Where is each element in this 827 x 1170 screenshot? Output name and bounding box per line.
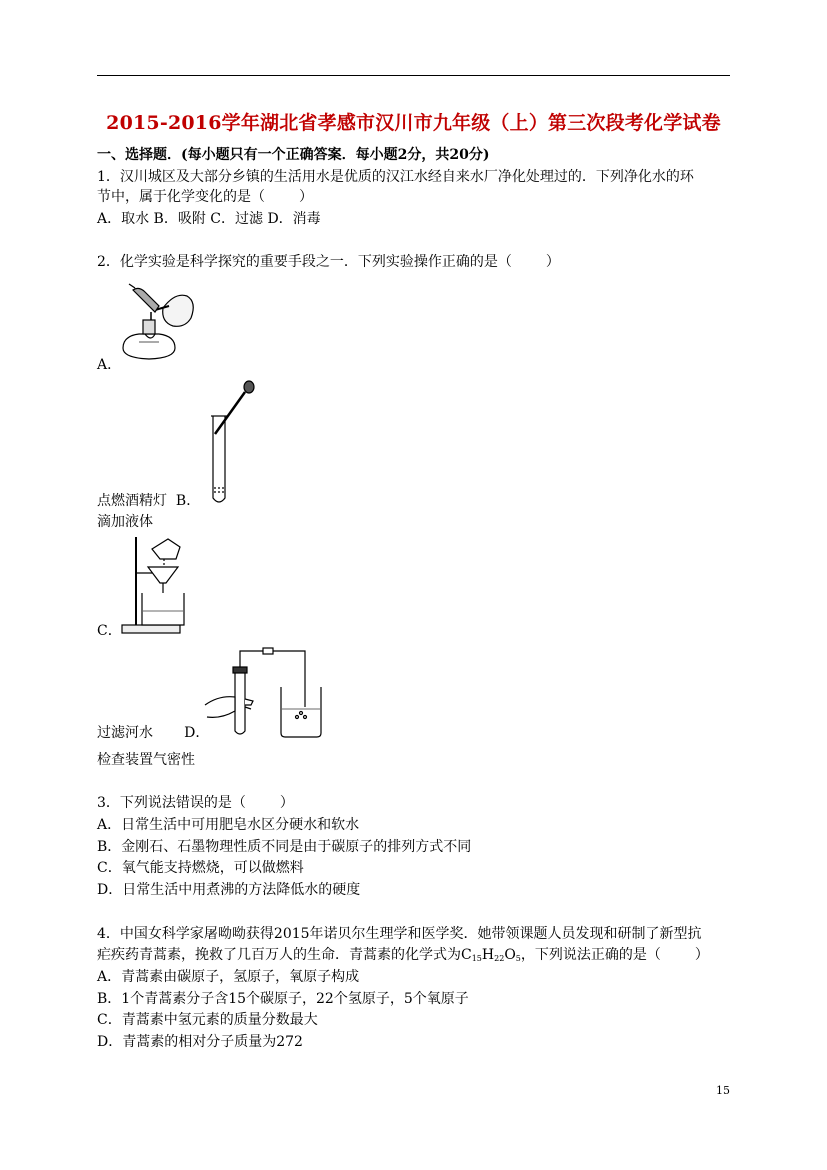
q4-option-d: D．青蒿素的相对分子质量为272: [97, 1034, 303, 1050]
q4-stem-line2: 疟疾药青蒿素，挽救了几百万人的生命．青蒿素的化学式为$C_{15}H_{22}O_5$，下列说法正确的是（ ）: [97, 947, 709, 963]
q1-options: A．取水 B．吸附 C．过滤 D．消毒: [97, 211, 321, 227]
header-rule: [97, 75, 730, 76]
q2-option-b-caption: 滴加液体: [97, 514, 153, 530]
dropper-test-tube-illustration: [205, 380, 265, 510]
page-title: 2015-2016学年湖北省孝感市汉川市九年级（上）第三次段考化学试卷: [106, 112, 721, 134]
q1-stem-line1: 1．汉川城区及大部分乡镇的生活用水是优质的汉江水经自来水厂净化处理过的．下列净化水的环: [97, 169, 694, 185]
q2-option-a-label: A．: [97, 357, 122, 373]
q4-option-a: A．青蒿素由碳原子，氢原子，氧原子构成: [97, 969, 360, 985]
q4-stem-line1: 4．中国女科学家屠呦呦获得2015年诺贝尔生理学和医学奖．她带领课题人员发现和研制了新型抗: [97, 926, 702, 942]
q2-stem: 2．化学实验是科学探究的重要手段之一．下列实验操作正确的是（ ）: [97, 254, 560, 270]
q4-option-c: C．青蒿素中氢元素的质量分数最大: [97, 1012, 318, 1028]
q4-formula: $C_{15}H_{22}O_5$: [461, 947, 521, 963]
q3-option-c: C．氧气能支持燃烧，可以做燃料: [97, 860, 304, 876]
q2-option-a-caption: 点燃酒精灯 B．: [97, 493, 201, 509]
q4-option-b: B．1个青蒿素分子含15个碳原子，22个氢原子，5个氧原子: [97, 991, 469, 1007]
q3-stem: 3．下列说法错误的是（ ）: [97, 795, 294, 811]
page-number: 15: [716, 1084, 730, 1097]
q3-option-a: A．日常生活中可用肥皂水区分硬水和软水: [97, 817, 360, 833]
q2-option-c-label: C．: [97, 623, 122, 639]
q3-option-d: D．日常生活中用煮沸的方法降低水的硬度: [97, 882, 361, 898]
q3-option-b: B．金刚石、石墨物理性质不同是由于碳原子的排列方式不同: [97, 839, 472, 855]
q1-stem-line2: 节中，属于化学变化的是（ ）: [97, 189, 313, 205]
q2-option-d-caption: 检查装置气密性: [97, 752, 195, 768]
section-heading: 一、选择题．(每小题只有一个正确答案．每小题2分，共20分): [97, 147, 490, 163]
q2-option-c-caption: 过滤河水 D．: [97, 725, 210, 741]
alcohol-lamp-illustration: [115, 282, 205, 372]
airtightness-check-illustration: [205, 647, 330, 742]
filtration-apparatus-illustration: [120, 533, 200, 638]
